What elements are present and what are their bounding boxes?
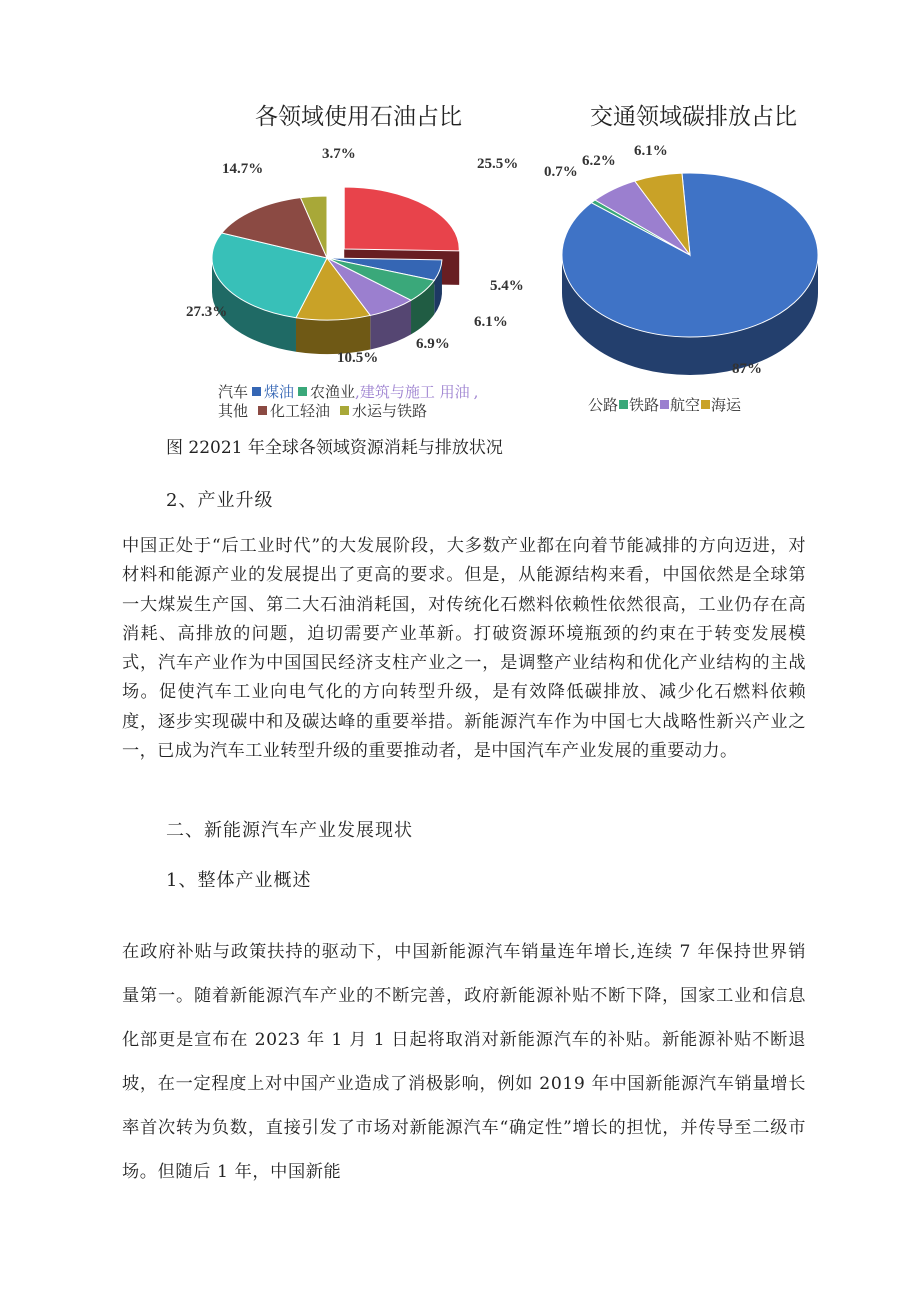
oil-slice-side-4 — [296, 315, 370, 354]
figure-caption: 图 22021 年全球各领域资源消耗与排放状况 — [166, 438, 503, 458]
data-label-road: 87% — [732, 361, 762, 377]
swatch-rail — [340, 406, 349, 415]
legend-item-aviation: 航空 — [670, 396, 701, 414]
transport-pie — [562, 173, 818, 375]
legend-oil-line-1 — [218, 383, 478, 402]
oil-slice-0 — [344, 187, 459, 251]
data-label-chemical: 27.3% — [186, 304, 228, 320]
legend-oil-line-2 — [218, 402, 478, 421]
legend-item-kerosene: 煤油 — [264, 383, 295, 401]
legend-oil — [218, 383, 478, 421]
heading-industry-upgrade: 2、产业升级 — [166, 490, 274, 511]
legend-item-car: 汽车 — [218, 383, 249, 401]
legend-item-building: ,建筑与施工 用油 — [355, 383, 470, 401]
legend-item-road: 公路 — [588, 396, 619, 414]
legend-item-rail: 水运与铁路 — [352, 402, 428, 420]
data-label-building: 6.9% — [416, 336, 450, 352]
heading-nev-status: 二、新能源汽车产业发展现状 — [166, 820, 413, 841]
swatch-railway — [619, 400, 628, 409]
swatch-shipping — [701, 400, 710, 409]
data-label-other: 10.5% — [337, 350, 379, 366]
paragraph-industry-upgrade: 中国正处于“后工业时代”的大发展阶段，大多数产业都在向着节能减排的方向迈进，对材料和能源产业的发展提出了更高的要求。但是，从能源结构来看，中国依然是全球第一大煤炭生产国、第二大石油消耗国，对传统化石燃料依赖性依然很高，工业仍存在高消耗、高排放的问题，迫切需要产业革新。打破资源环境瓶颈的约束在于转变发展模式，汽车产业作为中国国民经济支柱产业之一，是调整产业结构和优化产业结构的主战场。促使汽车工业向电气化的方向转型升级，是有效降低碳排放、减少化石燃料依赖度，逐步实现碳中和及碳达峰的重要举措。新能源汽车作为中国七大战略性新兴产业之一，已成为汽车工业转型升级的重要推动者，是中国汽车产业发展的重要动力。 — [122, 536, 806, 762]
swatch-aviation — [660, 400, 669, 409]
swatch-kerosene — [252, 387, 261, 396]
legend-item-railway: 铁路 — [629, 396, 660, 414]
legend-item-other: 其他 — [218, 402, 249, 420]
legend-comma: , — [473, 383, 479, 401]
paragraph-overview: 在政府补贴与政策扶持的驱动下，中国新能源汽车销量连年增长,连续 7 年保持世界销量第一。随着新能源汽车产业的不断完善，政府新能源补贴不断下降，国家工业和信息化部更是宣布在 2023 年 1 月 1 日起将取消对新能源汽车的补贴。新能源补贴不断退坡，在一定程度上对中国产业造成了消极影响，例如 2019 年中国新能源汽车销量增长率首次转为负数，直接引发了市场对新能源汽车“确定性”增长的担忧，并传导至二级市场。但随后 1 年，中国新能 — [122, 942, 806, 1182]
data-label-agri: 6.1% — [474, 314, 508, 330]
data-label-shipping: 6.1% — [634, 143, 668, 159]
oil-pie — [212, 187, 459, 354]
data-label-railway: 0.7% — [544, 164, 578, 180]
legend-transport — [588, 396, 741, 415]
figure-pie-charts — [180, 90, 860, 430]
swatch-chemical — [258, 406, 267, 415]
data-label-water: 3.7% — [322, 146, 356, 162]
data-label-car: 25.5% — [477, 156, 519, 172]
legend-item-agri: 农渔业 — [310, 383, 356, 401]
legend-item-chemical: 化工轻油 — [270, 402, 331, 420]
pie-charts-svg — [180, 90, 860, 430]
legend-item-shipping: 海运 — [711, 396, 742, 414]
data-label-rail: 14.7% — [222, 161, 264, 177]
data-label-kerosene: 5.4% — [490, 278, 524, 294]
chart-title-oil: 各领域使用石油占比 — [255, 104, 462, 130]
heading-overview: 1、整体产业概述 — [166, 870, 312, 891]
chart-title-transport: 交通领域碳排放占比 — [590, 104, 797, 130]
swatch-agri — [298, 387, 307, 396]
data-label-aviation: 6.2% — [582, 153, 616, 169]
